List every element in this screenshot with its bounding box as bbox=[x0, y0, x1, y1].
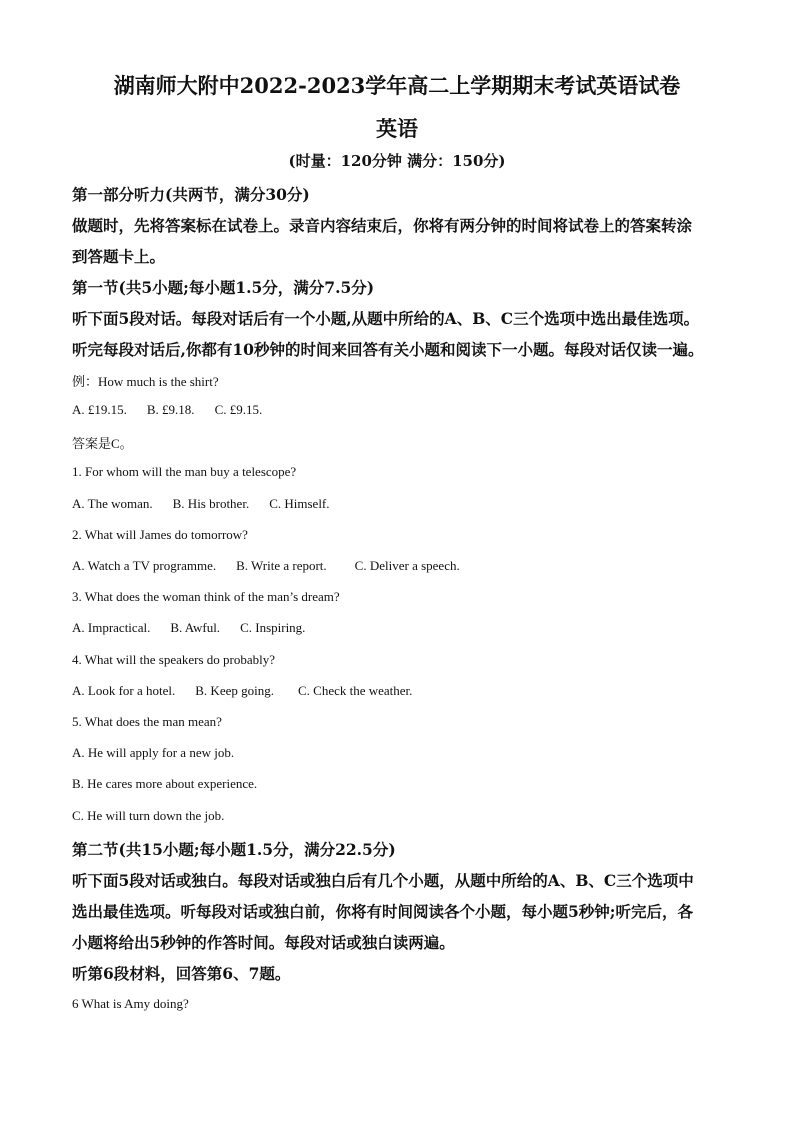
option-c: C. Check the weather. bbox=[297, 683, 413, 698]
option-b: B. Keep going. bbox=[195, 683, 274, 698]
example-question: 例：How much is the shirt? bbox=[72, 374, 219, 389]
option-c: C. Deliver a speech. bbox=[354, 558, 460, 573]
option-a: A. £19.15. bbox=[72, 402, 127, 417]
part1-intro-line2: 到答题卡上。 bbox=[72, 247, 166, 266]
question-6: 6 What is Amy doing? bbox=[72, 996, 189, 1011]
section1-instruction-line2: 听完每段对话后,你都有10秒钟的时间来回答有关小题和阅读下一小题。每段对话仅读一遍。 bbox=[72, 340, 704, 359]
section2-instruction-line3: 小题将给出5秒钟的作答时间。每段对话或独白读两遍。 bbox=[72, 933, 455, 952]
option-b: B. Write a report. bbox=[236, 558, 327, 573]
question-5-option-b: B. He cares more about experience. bbox=[72, 776, 258, 791]
question-4-options bbox=[72, 683, 412, 699]
question-1: 1. For whom will the man buy a telescope? bbox=[72, 464, 297, 479]
option-b: B. Awful. bbox=[170, 620, 221, 635]
option-a: A. Look for a hotel. bbox=[72, 683, 176, 698]
question-2-options bbox=[72, 558, 460, 574]
option-c: C. Inspiring. bbox=[240, 620, 306, 635]
example-answer: 答案是C。 bbox=[72, 436, 133, 451]
section1-instruction-line1: 听下面5段对话。每段对话后有一个小题,从题中所给的A、B、C三个选项中选出最佳选项。 bbox=[72, 309, 700, 328]
material-6-heading: 听第6段材料，回答第6、7题。 bbox=[72, 964, 291, 983]
question-2: 2. What will James do tomorrow? bbox=[72, 527, 248, 542]
example-options bbox=[72, 402, 262, 418]
subject-title: 英语 bbox=[376, 116, 418, 141]
question-5: 5. What does the man mean? bbox=[72, 714, 222, 729]
question-4: 4. What will the speakers do probably? bbox=[72, 652, 276, 667]
section2-instruction-line2: 选出最佳选项。听每段对话或独白前，你将有时间阅读各个小题，每小题5秒钟;听完后，各 bbox=[72, 902, 694, 921]
part1-intro-line1: 做题时，先将答案标在试卷上。录音内容结束后，你将有两分钟的时间将试卷上的答案转涂 bbox=[72, 216, 693, 235]
question-5-option-c: C. He will turn down the job. bbox=[72, 808, 225, 823]
section2-heading: 第二节(共15小题;每小题1.5分，满分22.5分) bbox=[72, 840, 396, 859]
option-a: A. The woman. bbox=[72, 496, 153, 511]
option-a: A. Watch a TV programme. bbox=[72, 558, 217, 573]
question-1-options bbox=[72, 496, 330, 512]
option-b: B. £9.18. bbox=[146, 402, 195, 417]
option-c: C. Himself. bbox=[269, 496, 330, 511]
section1-heading: 第一节(共5小题;每小题1.5分，满分7.5分) bbox=[72, 278, 375, 297]
question-3: 3. What does the woman think of the man’s dream? bbox=[72, 589, 340, 604]
exam-meta: (时量：120分钟 满分：150分) bbox=[288, 152, 506, 170]
part1-heading: 第一部分听力(共两节，满分30分) bbox=[72, 185, 310, 204]
option-a: A. Impractical. bbox=[72, 620, 151, 635]
exam-title: 湖南师大附中2022-2023学年高二上学期期末考试英语试卷 bbox=[113, 73, 681, 98]
section2-instruction-line1: 听下面5段对话或独白。每段对话或独白后有几个小题，从题中所给的A、B、C三个选项中 bbox=[72, 871, 694, 890]
question-3-options bbox=[72, 620, 305, 636]
option-b: B. His brother. bbox=[172, 496, 250, 511]
option-c: C. £9.15. bbox=[214, 402, 263, 417]
question-5-option-a: A. He will apply for a new job. bbox=[72, 745, 235, 760]
